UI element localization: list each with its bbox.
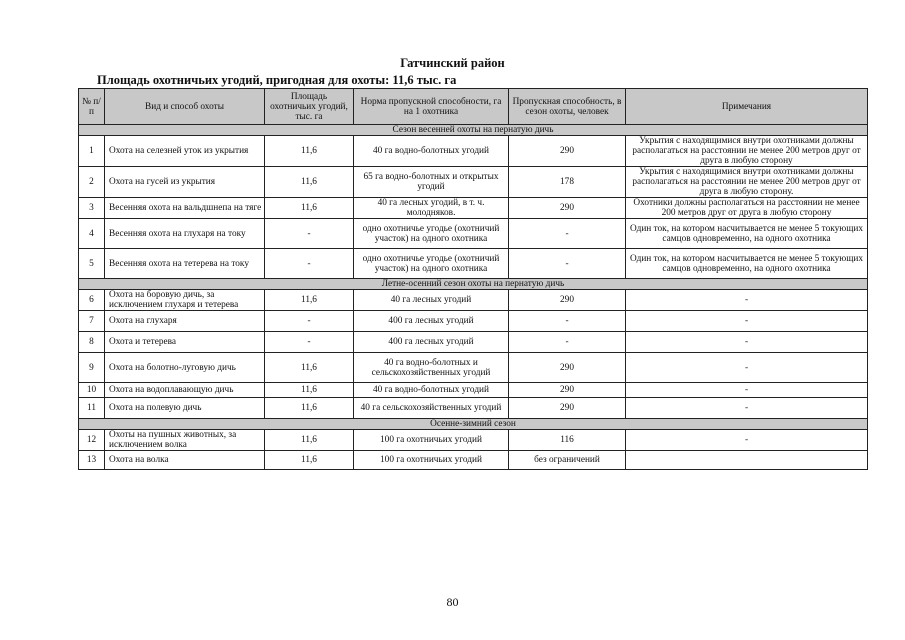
row-capacity: - — [509, 249, 626, 279]
row-note — [626, 451, 868, 470]
row-area: - — [265, 311, 354, 332]
section-row — [79, 125, 868, 136]
row-note: Один ток, на котором насчитывается не менее 5 токующих самцов одновременно, на одного охотника — [626, 249, 868, 279]
row-number: 7 — [79, 311, 105, 332]
row-norm: 100 га охотничьих угодий — [354, 430, 509, 451]
row-number: 8 — [79, 332, 105, 353]
row-note: - — [626, 398, 868, 419]
row-norm: 65 га водно-болотных и открытых угодий — [354, 167, 509, 198]
table-header-row — [79, 89, 868, 125]
row-norm: 400 га лесных угодий — [354, 311, 509, 332]
header-hunt-kind: Вид и способ охоты — [105, 89, 265, 125]
row-hunt-kind: Охота и тетерева — [105, 332, 265, 353]
row-area: 11,6 — [265, 430, 354, 451]
row-area: - — [265, 332, 354, 353]
row-note: - — [626, 332, 868, 353]
header-number: № п/п — [79, 89, 105, 125]
row-number: 1 — [79, 136, 105, 167]
row-number: 6 — [79, 290, 105, 311]
row-capacity: - — [509, 332, 626, 353]
row-norm: 40 га водно-болотных угодий — [354, 136, 509, 167]
table-row — [79, 249, 868, 279]
row-area: 11,6 — [265, 290, 354, 311]
page-title: Гатчинский район — [400, 56, 505, 70]
header-notes: Примечания — [626, 89, 868, 125]
row-note: - — [626, 353, 868, 383]
table-row — [79, 290, 868, 311]
row-norm: одно охотничье угодье (охотничий участок) на одного охотника — [354, 219, 509, 249]
row-capacity: 178 — [509, 167, 626, 198]
page-subtitle: Площадь охотничьих угодий, пригодная для охоты: 11,6 тыс. га — [97, 73, 457, 87]
row-capacity: 290 — [509, 353, 626, 383]
row-capacity: 290 — [509, 136, 626, 167]
row-hunt-kind: Охота на боровую дичь, за исключением глухаря и тетерева — [105, 290, 265, 311]
row-area: 11,6 — [265, 383, 354, 398]
row-number: 13 — [79, 451, 105, 470]
row-hunt-kind: Охота на глухаря — [105, 311, 265, 332]
table-body — [79, 125, 868, 470]
row-capacity: 116 — [509, 430, 626, 451]
row-norm: 40 га лесных угодий, в т. ч. молодняков. — [354, 198, 509, 219]
row-note: Один ток, на котором насчитывается не менее 5 токующих самцов одновременно, на одного охотника — [626, 219, 868, 249]
row-hunt-kind: Весенняя охота на тетерева на току — [105, 249, 265, 279]
header-capacity: Пропускная способность, в сезон охоты, человек — [509, 89, 626, 125]
row-norm: 400 га лесных угодий — [354, 332, 509, 353]
header-area: Площадь охотничьих угодий, тыс. га — [265, 89, 354, 125]
row-note: - — [626, 290, 868, 311]
row-note: Укрытия с находящимися внутри охотниками должны располагаться на расстоянии не менее 200 метров друг от друга в любую сторону. — [626, 167, 868, 198]
row-capacity: - — [509, 219, 626, 249]
table-row — [79, 167, 868, 198]
table-row — [79, 332, 868, 353]
row-hunt-kind: Охота на болотно-луговую дичь — [105, 353, 265, 383]
table-row — [79, 198, 868, 219]
row-number: 9 — [79, 353, 105, 383]
table-row — [79, 219, 868, 249]
row-capacity: - — [509, 311, 626, 332]
table-row — [79, 383, 868, 398]
row-note: - — [626, 311, 868, 332]
section-title: Летне-осенний сезон охоты на пернатую дичь — [79, 279, 868, 290]
row-hunt-kind: Охота на гусей из укрытия — [105, 167, 265, 198]
row-hunt-kind: Весенняя охота на глухаря на току — [105, 219, 265, 249]
row-hunt-kind: Охота на полевую дичь — [105, 398, 265, 419]
row-capacity: 290 — [509, 383, 626, 398]
row-note: Охотники должны располагаться на расстоянии не менее 200 метров друг от друга в любую сторону — [626, 198, 868, 219]
row-note: - — [626, 383, 868, 398]
row-norm: 100 га охотничьих угодий — [354, 451, 509, 470]
section-title: Сезон весенней охоты на пернатую дичь — [79, 125, 868, 136]
row-norm: 40 га лесных угодий — [354, 290, 509, 311]
row-note: - — [626, 430, 868, 451]
row-area: 11,6 — [265, 353, 354, 383]
row-hunt-kind: Охота на водоплавающую дичь — [105, 383, 265, 398]
table-row — [79, 353, 868, 383]
table-row — [79, 451, 868, 470]
row-capacity: без ограничений — [509, 451, 626, 470]
row-hunt-kind: Охоты на пушных животных, за исключением волка — [105, 430, 265, 451]
row-number: 10 — [79, 383, 105, 398]
row-norm: 40 га водно-болотных угодий — [354, 383, 509, 398]
row-area: - — [265, 249, 354, 279]
row-area: 11,6 — [265, 167, 354, 198]
row-hunt-kind: Охота на селезней уток из укрытия — [105, 136, 265, 167]
row-number: 12 — [79, 430, 105, 451]
row-note: Укрытия с находящимися внутри охотниками должны располагаться на расстоянии не менее 200 метров друг от друга в любую сторону — [626, 136, 868, 167]
row-capacity: 290 — [509, 290, 626, 311]
hunting-norms-table — [78, 88, 868, 470]
table-row — [79, 398, 868, 419]
row-norm: 40 га сельскохозяйственных угодий — [354, 398, 509, 419]
row-number: 4 — [79, 219, 105, 249]
row-number: 5 — [79, 249, 105, 279]
header-norm: Норма пропускной способности, га на 1 охотника — [354, 89, 509, 125]
row-hunt-kind: Охота на волка — [105, 451, 265, 470]
page-number: 80 — [446, 595, 459, 609]
row-norm: одно охотничье угодье (охотничий участок) на одного охотника — [354, 249, 509, 279]
row-number: 11 — [79, 398, 105, 419]
row-area: 11,6 — [265, 198, 354, 219]
table-row — [79, 136, 868, 167]
row-hunt-kind: Весенняя охота на вальдшнепа на тяге — [105, 198, 265, 219]
row-area: 11,6 — [265, 398, 354, 419]
row-capacity: 290 — [509, 398, 626, 419]
row-area: 11,6 — [265, 136, 354, 167]
section-row — [79, 279, 868, 290]
row-number: 2 — [79, 167, 105, 198]
row-area: 11,6 — [265, 451, 354, 470]
section-title: Осенне-зимний сезон — [79, 419, 868, 430]
row-area: - — [265, 219, 354, 249]
row-capacity: 290 — [509, 198, 626, 219]
table-row — [79, 311, 868, 332]
section-row — [79, 419, 868, 430]
row-number: 3 — [79, 198, 105, 219]
table-row — [79, 430, 868, 451]
row-norm: 40 га водно-болотных и сельскохозяйственных угодий — [354, 353, 509, 383]
